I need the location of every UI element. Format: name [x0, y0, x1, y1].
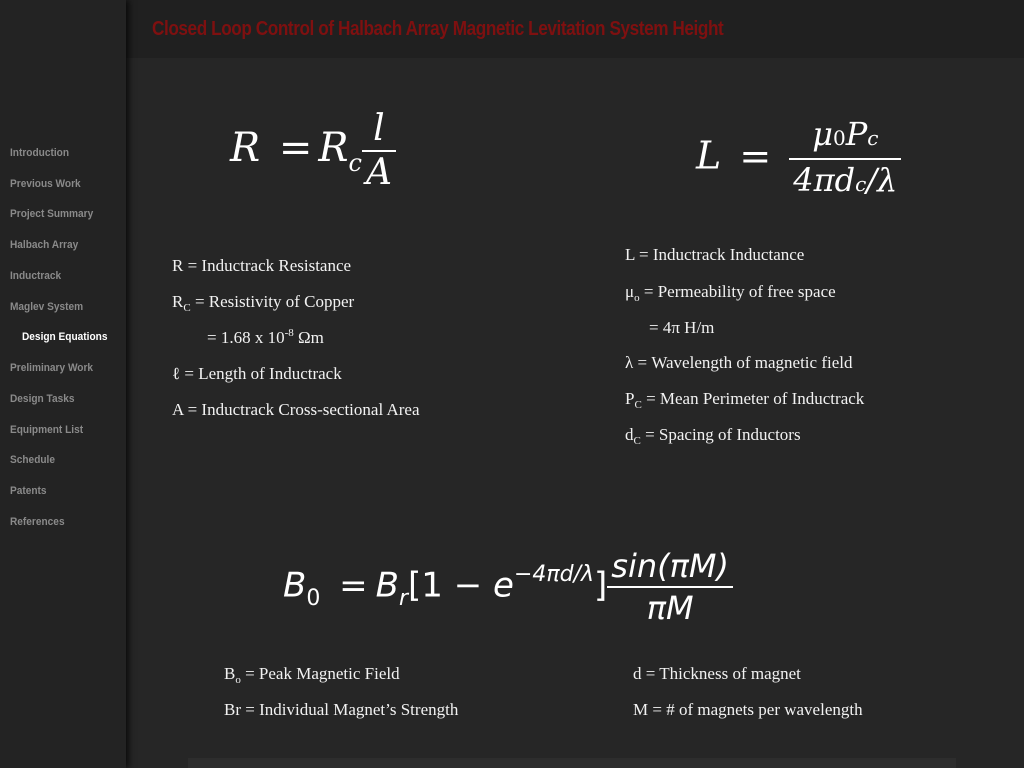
def-resistivity: $R_C$ = Resistivity of Copper — [172, 292, 355, 314]
field-fraction: $\frac{\sin(\pi M)}{\pi M}$ — [607, 546, 733, 628]
nav-halbach-array[interactable]: Halbach Array — [10, 239, 79, 251]
inductance-fraction: $\frac{\mu 0Pc}{\text{4πdc/λ}}$ — [789, 114, 901, 204]
nav-inductrack[interactable]: Inductrack — [10, 270, 62, 282]
def-resistivity-value: = 1.68 x $10^{-8}$ Ωm — [207, 327, 324, 347]
field-equation: $B_0 = B_r[1 - e^{-4\pi d/\lambda}]$ $\frac{\sin(\pi M)}{\pi M}$ — [283, 546, 733, 628]
def-permeability: $\mu_o$ = Permeability of free space — [625, 282, 836, 304]
nav-design-tasks[interactable]: Design Tasks — [10, 393, 75, 405]
def-thickness: d = Thickness of magnet — [633, 664, 801, 683]
nav-patents[interactable]: Patents — [10, 485, 47, 497]
def-magnet-strength: Br = Individual Magnet’s Strength — [224, 700, 459, 719]
nav-introduction[interactable]: Introduction — [10, 147, 70, 159]
nav-equipment-list[interactable]: Equipment List — [10, 424, 84, 436]
nav-references[interactable]: References — [10, 516, 65, 528]
inductance-equation: L = $\frac{\mu 0Pc}{\text{4πdc/λ}}$ — [696, 114, 901, 204]
nav-previous-work[interactable]: Previous Work — [10, 178, 81, 190]
def-length: ℓ = Length of Inductrack — [172, 364, 342, 383]
resistance-fraction: $\frac{l}{A}$ — [362, 108, 396, 194]
def-peak-field: $B_o$ = Peak Magnetic Field — [224, 664, 400, 686]
def-magnets-per-wavelength: M = # of magnets per wavelength — [633, 700, 863, 719]
nav-preliminary-work[interactable]: Preliminary Work — [10, 362, 94, 374]
def-inductance: L = Inductrack Inductance — [625, 245, 805, 264]
bottom-bar — [188, 758, 956, 768]
nav-maglev-system[interactable]: Maglev System — [10, 301, 84, 313]
nav-schedule[interactable]: Schedule — [10, 454, 55, 466]
resistance-equation: $R = R_c$ $\frac{l}{A}$ — [230, 108, 396, 194]
def-resistance: R = Inductrack Resistance — [172, 256, 352, 275]
def-wavelength: λ = Wavelength of magnetic field — [625, 353, 853, 372]
def-perimeter: $P_C$ = Mean Perimeter of Inductrack — [625, 389, 865, 411]
def-spacing: $d_C$ = Spacing of Inductors — [625, 425, 801, 447]
nav-project-summary[interactable]: Project Summary — [10, 208, 94, 220]
def-area: A = Inductrack Cross-sectional Area — [172, 400, 420, 419]
sidebar — [0, 0, 126, 768]
nav-design-equations[interactable]: Design Equations — [22, 331, 108, 343]
def-permeability-value: = 4π H/m — [649, 318, 715, 337]
page-title: Closed Loop Control of Halbach Array Magnetic Levitation System Height — [152, 18, 724, 40]
